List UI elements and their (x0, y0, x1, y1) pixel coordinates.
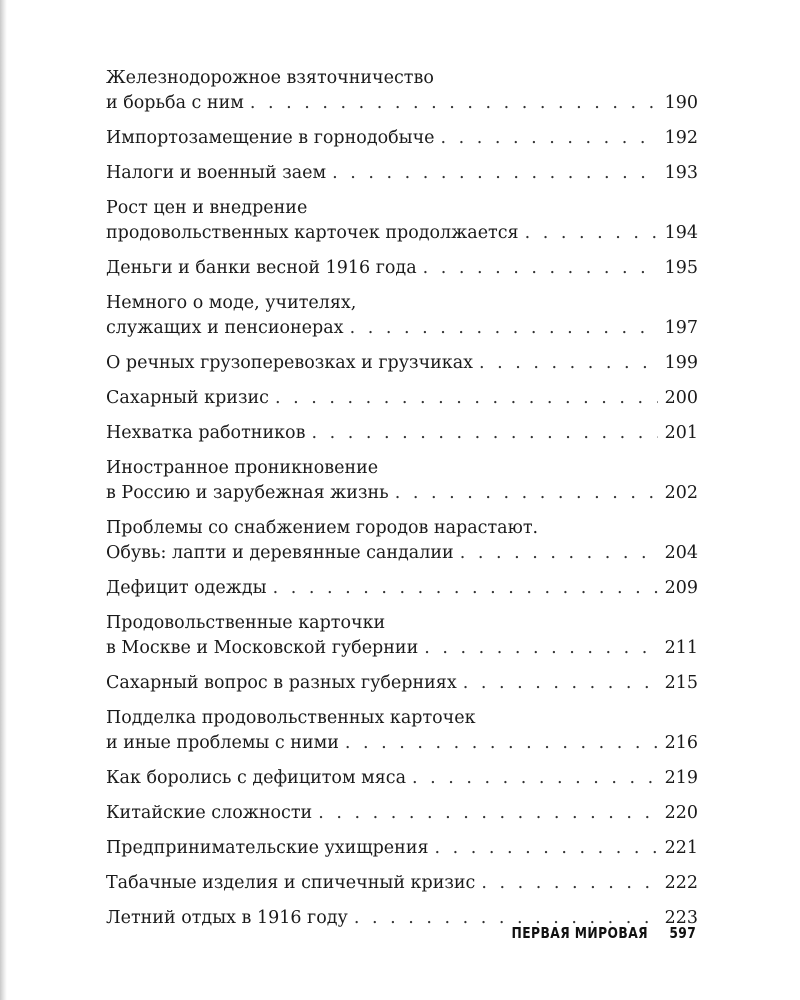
dot-leader (412, 766, 658, 791)
toc-entry-title: Китайские сложности (106, 803, 313, 823)
toc-entry-title-line: Немного о моде, учителях, (106, 293, 357, 313)
dot-leader (441, 126, 658, 151)
toc-entry-title-line: Железнодорожное взяточничество (106, 68, 434, 88)
toc-entry-title: в Москве и Московской губернии (106, 638, 419, 658)
toc-entry-line (106, 871, 698, 896)
table-of-contents (106, 66, 698, 941)
toc-entry-line (106, 576, 698, 601)
toc-entry-page-number: 209 (664, 578, 698, 598)
dot-leader (250, 91, 658, 116)
toc-entry-page-number: 199 (664, 353, 698, 373)
toc-entry-page-number: 194 (664, 223, 698, 243)
dot-leader (479, 351, 658, 376)
page-number: 597 (669, 924, 696, 942)
toc-entry (106, 706, 698, 756)
toc-entry-title: Сахарный кризис (106, 388, 269, 408)
toc-entry-page-number: 222 (664, 873, 698, 893)
toc-entry-title: Обувь: лапти и деревянные сандалии (106, 543, 454, 563)
toc-entry (106, 516, 698, 566)
toc-entry-line (106, 801, 698, 826)
toc-entry (106, 256, 698, 281)
dot-leader (318, 801, 658, 826)
toc-entry-title: продовольственных карточек продолжается (106, 223, 519, 243)
dot-leader (424, 636, 658, 661)
toc-entry-title: О речных грузоперевозках и грузчиках (106, 353, 474, 373)
toc-entry-page-number: 215 (664, 673, 698, 693)
toc-entry-page-number: 197 (664, 318, 698, 338)
toc-entry-line (106, 221, 698, 246)
toc-entry-title: Как боролись с дефицитом мяса (106, 768, 407, 788)
toc-entry-page-number: 200 (664, 388, 698, 408)
toc-entry-line (106, 481, 698, 506)
toc-entry-page-number: 223 (664, 908, 698, 928)
toc-entry (106, 456, 698, 506)
toc-entry-title: Сахарный вопрос в разных губерниях (106, 673, 457, 693)
toc-entry-line (106, 256, 698, 281)
toc-entry-line (106, 836, 698, 861)
dot-leader (273, 576, 658, 601)
toc-entry (106, 66, 698, 116)
toc-entry (106, 351, 698, 376)
toc-entry-page-number: 195 (664, 258, 698, 278)
toc-entry (106, 801, 698, 826)
toc-entry-line (106, 766, 698, 791)
toc-entry-page-number: 201 (664, 423, 698, 443)
toc-entry (106, 766, 698, 791)
toc-entry (106, 576, 698, 601)
toc-entry (106, 126, 698, 151)
toc-entry-title: Деньги и банки весной 1916 года (106, 258, 417, 278)
toc-entry-line (106, 671, 698, 696)
dot-leader (481, 871, 658, 896)
toc-entry-page-number: 190 (664, 93, 698, 113)
toc-entry-title-line: Продовольственные карточки (106, 613, 386, 633)
running-head-title: ПЕРВАЯ МИРОВАЯ (511, 924, 648, 942)
toc-entry-title: Налоги и военный заем (106, 163, 327, 183)
page-edge-shadow (0, 0, 7, 1000)
toc-entry-title: служащих и пенсионерах (106, 318, 344, 338)
toc-entry-page-number: 192 (664, 128, 698, 148)
toc-entry-page-number: 204 (664, 543, 698, 563)
toc-entry-page-number: 216 (664, 733, 698, 753)
toc-entry-line (106, 386, 698, 411)
toc-entry-title-line: Подделка продовольственных карточек (106, 708, 476, 728)
dot-leader (435, 836, 658, 861)
toc-entry-title-line: Иностранное проникновение (106, 458, 379, 478)
toc-entry (106, 161, 698, 186)
toc-entry-title-line: Рост цен и внедрение (106, 198, 308, 218)
toc-entry (106, 611, 698, 661)
toc-entry-title: Табачные изделия и спичечный кризис (106, 873, 476, 893)
toc-entry-title: и борьба с ним (106, 93, 244, 113)
dot-leader (275, 386, 658, 411)
toc-entry-title: в Россию и зарубежная жизнь (106, 483, 389, 503)
dot-leader (463, 671, 658, 696)
toc-entry-line (106, 731, 698, 756)
dot-leader (311, 421, 658, 446)
toc-entry-line (106, 421, 698, 446)
toc-entry-page-number: 220 (664, 803, 698, 823)
dot-leader (395, 481, 658, 506)
toc-entry-line (106, 91, 698, 116)
page-footer (511, 924, 696, 942)
toc-entry-title: Летний отдых в 1916 году (106, 908, 348, 928)
toc-entry (106, 291, 698, 341)
toc-entry (106, 871, 698, 896)
dot-leader (460, 541, 658, 566)
toc-entry-title: Импортозамещение в горнодобыче (106, 128, 435, 148)
toc-entry-line (106, 636, 698, 661)
dot-leader (423, 256, 658, 281)
toc-entry (106, 836, 698, 861)
toc-entry-line (106, 316, 698, 341)
toc-entry-page-number: 219 (664, 768, 698, 788)
toc-entry-line (106, 541, 698, 566)
toc-entry-line (106, 126, 698, 151)
toc-entry-line (106, 351, 698, 376)
toc-entry (106, 386, 698, 411)
dot-leader (345, 731, 658, 756)
dot-leader (350, 316, 658, 341)
toc-entry-title: и иные проблемы с ними (106, 733, 339, 753)
toc-entry-title: Нехватка работников (106, 423, 306, 443)
toc-entry-title: Дефицит одежды (106, 578, 267, 598)
toc-entry-line (106, 161, 698, 186)
toc-entry-page-number: 202 (664, 483, 698, 503)
toc-entry-page-number: 193 (664, 163, 698, 183)
dot-leader (332, 161, 658, 186)
toc-entry-title-line: Проблемы со снабжением городов нарастают. (106, 518, 539, 538)
toc-entry (106, 421, 698, 446)
toc-entry (106, 196, 698, 246)
toc-entry-title: Предпринимательские ухищрения (106, 838, 429, 858)
dot-leader (525, 221, 658, 246)
toc-entry (106, 671, 698, 696)
toc-entry-page-number: 211 (664, 638, 698, 658)
toc-entry-page-number: 221 (664, 838, 698, 858)
